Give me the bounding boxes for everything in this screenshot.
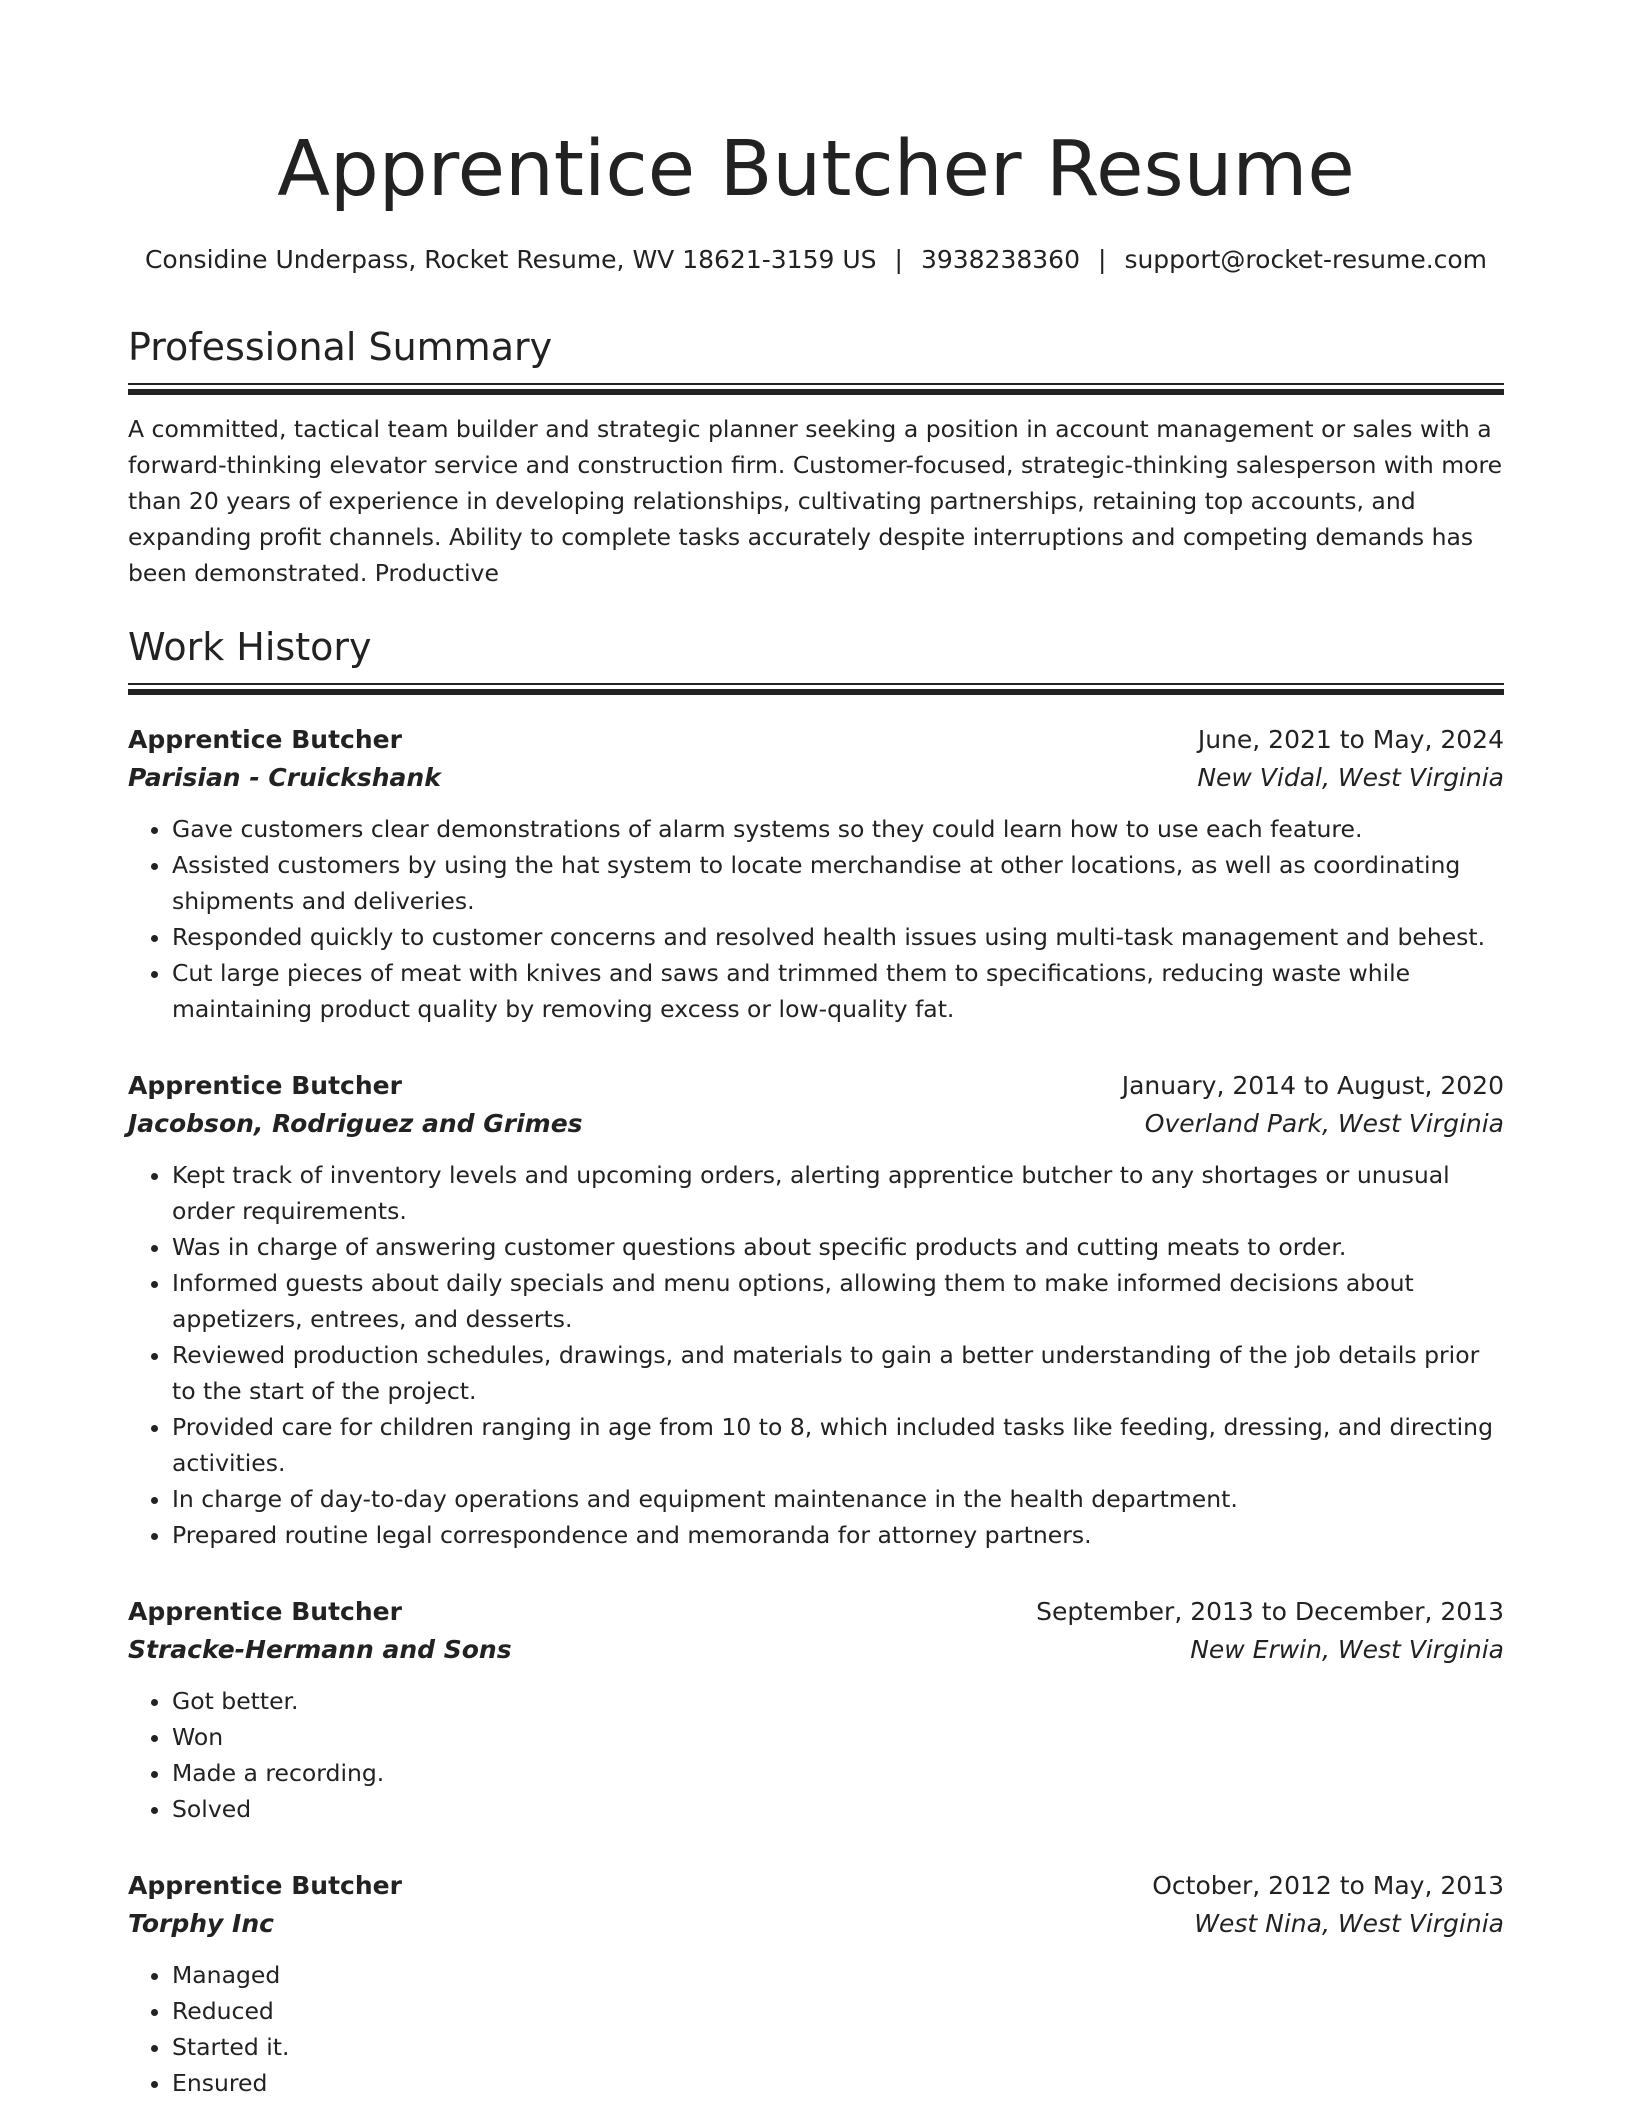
job-bullet: • Prepared routine legal correspondence and memoranda for attorney partners. bbox=[172, 1517, 1504, 1553]
resume-page bbox=[128, 0, 1504, 2101]
section-divider bbox=[128, 683, 1504, 695]
job-bullet-list bbox=[128, 1683, 1504, 1827]
job-bullet: • Cut large pieces of meat with knives and saws and trimmed them to specifications, reducing waste while maintaining product quality by removing excess or low-quality fat. bbox=[172, 955, 1504, 1027]
job-company-row bbox=[128, 1905, 1504, 1943]
job-company: Parisian - Cruickshank bbox=[128, 763, 441, 792]
job-bullet: • Got better. bbox=[172, 1683, 1504, 1719]
job-entry bbox=[128, 1867, 1504, 2101]
summary-text: A committed, tactical team builder and strategic planner seeking a position in account management or sales with a forward-thinking elevator service and construction firm. Customer-focused, strategic-thinking salesperson with more than 20 years of experience in developing relationships, cultivating partnerships, retaining top accounts, and expanding profit channels. Ability to complete tasks accurately despite interruptions and competing demands has been demonstrated. Productive bbox=[128, 415, 1503, 587]
job-bullet: • Reduced bbox=[172, 1993, 1504, 2029]
job-bullet-list bbox=[128, 811, 1504, 1027]
job-title: Apprentice Butcher bbox=[128, 1871, 402, 1900]
contact-phone: 3938238360 bbox=[920, 245, 1080, 274]
job-location: Overland Park, West Virginia bbox=[1144, 1109, 1504, 1138]
job-bullet-list bbox=[128, 1957, 1504, 2101]
job-entry bbox=[128, 1593, 1504, 1827]
job-header-row bbox=[128, 1593, 1504, 1631]
job-bullet-list bbox=[128, 1157, 1504, 1553]
job-header-row bbox=[128, 1067, 1504, 1105]
job-bullet: • Ensured bbox=[172, 2065, 1504, 2101]
section-divider bbox=[128, 383, 1504, 395]
contact-line bbox=[128, 243, 1504, 277]
job-location: West Nina, West Virginia bbox=[1194, 1909, 1504, 1938]
job-bullet: • Kept track of inventory levels and upcoming orders, alerting apprentice butcher to any shortages or unusual order requirements. bbox=[172, 1157, 1504, 1229]
job-header-row bbox=[128, 1867, 1504, 1905]
contact-separator: | bbox=[894, 245, 903, 274]
job-dates: January, 2014 to August, 2020 bbox=[1121, 1071, 1504, 1100]
job-bullet: • Assisted customers by using the hat system to locate merchandise at other locations, as well as coordinating shipments and deliveries. bbox=[172, 847, 1504, 919]
job-bullet: • Reviewed production schedules, drawings, and materials to gain a better understanding of the job details prior to the start of the project. bbox=[172, 1337, 1504, 1409]
job-bullet: • Informed guests about daily specials and menu options, allowing them to make informed decisions about appetizers, entrees, and desserts. bbox=[172, 1265, 1504, 1337]
job-title: Apprentice Butcher bbox=[128, 725, 402, 754]
job-bullet: • Gave customers clear demonstrations of alarm systems so they could learn how to use each feature. bbox=[172, 811, 1504, 847]
job-location: New Erwin, West Virginia bbox=[1190, 1635, 1504, 1664]
job-bullet: • Solved bbox=[172, 1791, 1504, 1827]
job-bullet: • Provided care for children ranging in age from 10 to 8, which included tasks like feeding, dressing, and directing activities. bbox=[172, 1409, 1504, 1481]
section-heading-work-history: Work History bbox=[128, 625, 372, 669]
contact-separator: | bbox=[1098, 245, 1107, 274]
job-header-row bbox=[128, 721, 1504, 759]
job-bullet: • Was in charge of answering customer questions about specific products and cutting meats to order. bbox=[172, 1229, 1504, 1265]
job-dates: October, 2012 to May, 2013 bbox=[1152, 1871, 1504, 1900]
job-dates: September, 2013 to December, 2013 bbox=[1036, 1597, 1504, 1626]
job-bullet: • Started it. bbox=[172, 2029, 1504, 2065]
job-company-row bbox=[128, 1105, 1504, 1143]
job-company-row bbox=[128, 759, 1504, 797]
job-title: Apprentice Butcher bbox=[128, 1071, 402, 1100]
job-bullet: • Won bbox=[172, 1719, 1504, 1755]
job-dates: June, 2021 to May, 2024 bbox=[1197, 725, 1504, 754]
resume-title: Apprentice Butcher Resume bbox=[277, 125, 1355, 214]
job-bullet: • Made a recording. bbox=[172, 1755, 1504, 1791]
contact-email: support@rocket-resume.com bbox=[1124, 245, 1488, 274]
job-bullet: • Managed bbox=[172, 1957, 1504, 1993]
job-entry bbox=[128, 721, 1504, 1027]
job-list bbox=[128, 721, 1504, 2101]
job-location: New Vidal, West Virginia bbox=[1197, 763, 1504, 792]
job-entry bbox=[128, 1067, 1504, 1553]
job-company: Stracke-Hermann and Sons bbox=[128, 1635, 512, 1664]
job-bullet: • In charge of day-to-day operations and equipment maintenance in the health department. bbox=[172, 1481, 1504, 1517]
job-company-row bbox=[128, 1631, 1504, 1669]
contact-address: Considine Underpass, Rocket Resume, WV 18621-3159 US bbox=[144, 245, 877, 274]
section-heading-summary: Professional Summary bbox=[128, 325, 553, 369]
job-company: Jacobson, Rodriguez and Grimes bbox=[128, 1109, 583, 1138]
job-company: Torphy Inc bbox=[128, 1909, 274, 1938]
job-title: Apprentice Butcher bbox=[128, 1597, 402, 1626]
job-bullet: • Responded quickly to customer concerns and resolved health issues using multi-task management and behest. bbox=[172, 919, 1504, 955]
